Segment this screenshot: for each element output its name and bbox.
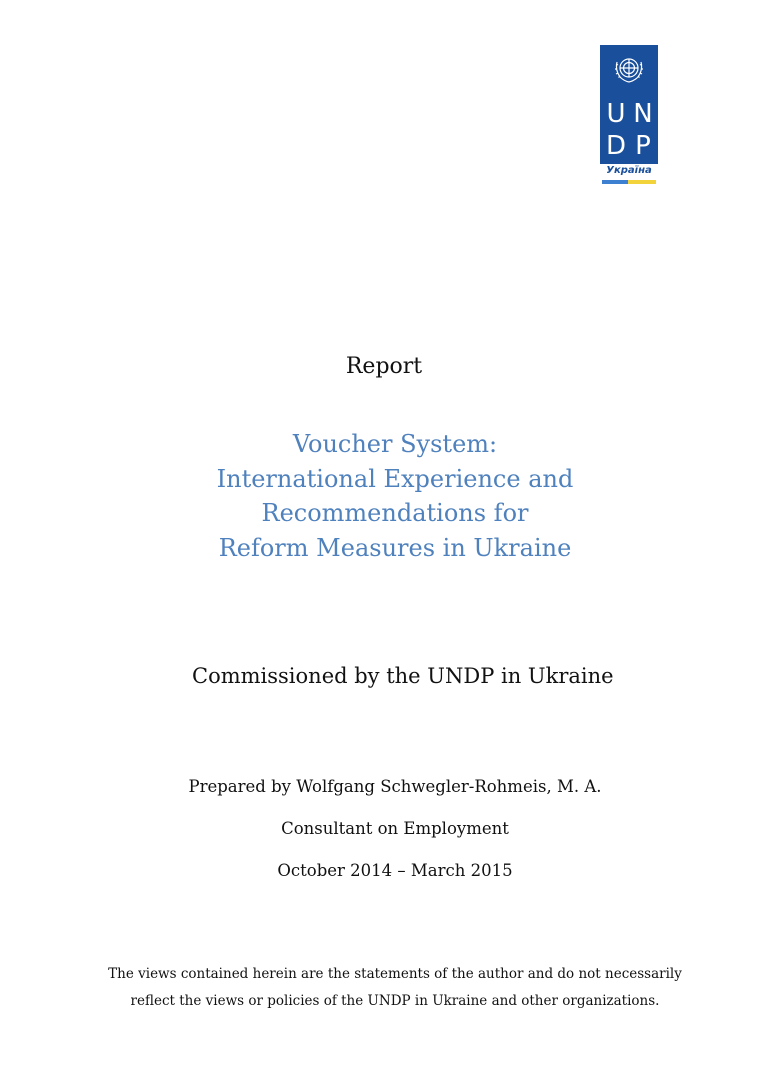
title-line: International Experience and <box>216 464 574 493</box>
report-period: October 2014 – March 2015 <box>277 861 513 880</box>
logo-country: Україна <box>606 165 652 176</box>
flag-yellow-stripe <box>628 180 656 184</box>
disclaimer-line: reflect the views or policies of the UNDP in Ukraine and other organizations. <box>130 993 660 1009</box>
title-line: Voucher System: <box>292 430 498 458</box>
title-line: Reform Measures in Ukraine <box>218 533 572 562</box>
undp-logo <box>600 45 658 187</box>
document-title <box>195 427 595 565</box>
prepared-by: Prepared by Wolfgang Schwegler-Rohmeis, M. A. <box>188 777 602 796</box>
title-line: Recommendations for <box>261 499 529 527</box>
logo-letter-u: U <box>606 99 626 129</box>
logo-letter-p: P <box>635 131 651 161</box>
document-label: Report <box>345 354 423 379</box>
logo-letter-d: D <box>605 131 627 161</box>
disclaimer-line: The views contained herein are the statements of the author and do not necessarily <box>108 966 682 982</box>
flag-blue-stripe <box>602 180 628 184</box>
logo-box <box>600 45 658 164</box>
un-emblem-icon <box>612 52 646 86</box>
author-role: Consultant on Employment <box>281 819 509 838</box>
logo-letter-n: N <box>633 99 653 129</box>
commissioned-by: Commissioned by the UNDP in Ukraine <box>192 664 614 688</box>
